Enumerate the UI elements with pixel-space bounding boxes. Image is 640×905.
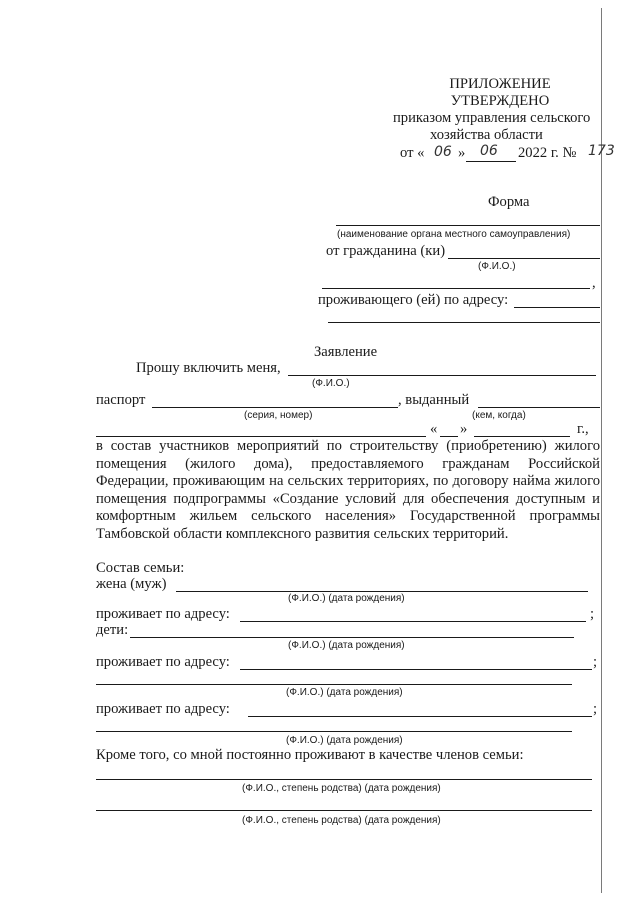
citizen-fio-caption: (Ф.И.О.)	[478, 261, 516, 272]
child-2-caption: (Ф.И.О.) (дата рождения)	[286, 687, 403, 698]
passport-label: паспорт	[96, 392, 146, 408]
header-date-prefix: от «	[400, 145, 425, 161]
issuer-line[interactable]	[96, 436, 426, 437]
header-order-number: 173	[588, 143, 615, 159]
children-label: дети:	[96, 622, 129, 638]
org-name-caption: (наименование органа местного самоуправления)	[337, 229, 571, 240]
child-3-fio-line[interactable]	[96, 731, 572, 732]
spouse-address-semicolon: ;	[590, 606, 595, 622]
child-1-fio-line[interactable]	[130, 637, 574, 638]
relative-1-caption: (Ф.И.О., степень родства) (дата рождения)	[242, 783, 441, 794]
issued-by-caption: (кем, когда)	[472, 410, 526, 421]
spouse-address-label: проживает по адресу:	[96, 606, 230, 622]
child-2-address-semicolon: ;	[593, 701, 598, 717]
date-close-quote: »	[460, 421, 468, 437]
applicant-fio-caption: (Ф.И.О.)	[312, 378, 350, 389]
child-1-caption: (Ф.И.О.) (дата рождения)	[288, 640, 405, 651]
applicant-fio-line[interactable]	[288, 375, 596, 376]
address-line-2[interactable]	[328, 322, 600, 323]
child-2-fio-line[interactable]	[96, 684, 572, 685]
header-approved: УТВЕРЖДЕНО	[450, 93, 550, 109]
document-title: Заявление	[314, 344, 378, 360]
child-1-address-line[interactable]	[240, 669, 592, 670]
issue-month-year-line[interactable]	[474, 436, 570, 437]
residing-label: проживающего (ей) по адресу:	[318, 292, 509, 308]
spouse-address-line[interactable]	[240, 621, 586, 622]
series-caption: (серия, номер)	[244, 410, 313, 421]
from-citizen-label: от гражданина (ки)	[326, 243, 446, 259]
page-edge-line	[601, 8, 602, 893]
spouse-fio-line[interactable]	[176, 591, 588, 592]
child-3-caption: (Ф.И.О.) (дата рождения)	[286, 735, 403, 746]
org-name-line[interactable]	[336, 225, 600, 226]
citizen-comma: ,	[592, 275, 596, 291]
issued-by-label: , выданный	[398, 392, 470, 408]
child-2-address-label: проживает по адресу:	[96, 701, 230, 717]
passport-number-line[interactable]	[152, 407, 398, 408]
date-open-quote: «	[430, 421, 438, 437]
issue-day-line[interactable]	[440, 436, 458, 437]
citizen-fio-line[interactable]	[448, 258, 600, 259]
header-appendix: ПРИЛОЖЕНИЕ	[449, 76, 551, 92]
citizen-fio-line-2[interactable]	[322, 288, 590, 289]
address-line-1[interactable]	[514, 307, 600, 308]
form-label: Форма	[488, 194, 530, 210]
issued-by-line[interactable]	[478, 407, 600, 408]
relative-2-caption: (Ф.И.О., степень родства) (дата рождения)	[242, 815, 441, 826]
request-paragraph: в состав участников мероприятий по строительству (приобретению) жилого помещения (жилого дома), предоставляемого гражданам Российской Федерации, проживающим на сельских территориях, по договору найма жилого помещения подпрограммы «Создание условий для обеспечения доступным и комфортным жильем сельского населения» Государственной программы Тамбовской области комплексного развития сельских территорий.	[96, 438, 600, 542]
family-heading: Состав семьи:	[96, 560, 185, 576]
header-date-day: 06	[434, 144, 452, 160]
relative-1-line[interactable]	[96, 779, 592, 780]
child-1-address-semicolon: ;	[593, 654, 598, 670]
header-date-month: 06	[480, 143, 498, 159]
spouse-label: жена (муж)	[96, 576, 167, 592]
header-date-suffix: 2022 г. №	[518, 145, 577, 161]
relative-2-line[interactable]	[96, 810, 592, 811]
header-month-underline	[466, 161, 516, 162]
spouse-caption: (Ф.И.О.) (дата рождения)	[288, 593, 405, 604]
also-living-label: Кроме того, со мной постоянно проживают в качестве членов семьи:	[96, 747, 524, 763]
child-2-address-line[interactable]	[248, 716, 592, 717]
child-1-address-label: проживает по адресу:	[96, 654, 230, 670]
header-date-mid: »	[458, 145, 466, 161]
request-lead: Прошу включить меня,	[136, 360, 281, 376]
header-ministry-line: хозяйства области	[430, 127, 543, 143]
header-order-line: приказом управления сельского	[393, 110, 591, 126]
year-suffix: г.,	[577, 421, 589, 437]
